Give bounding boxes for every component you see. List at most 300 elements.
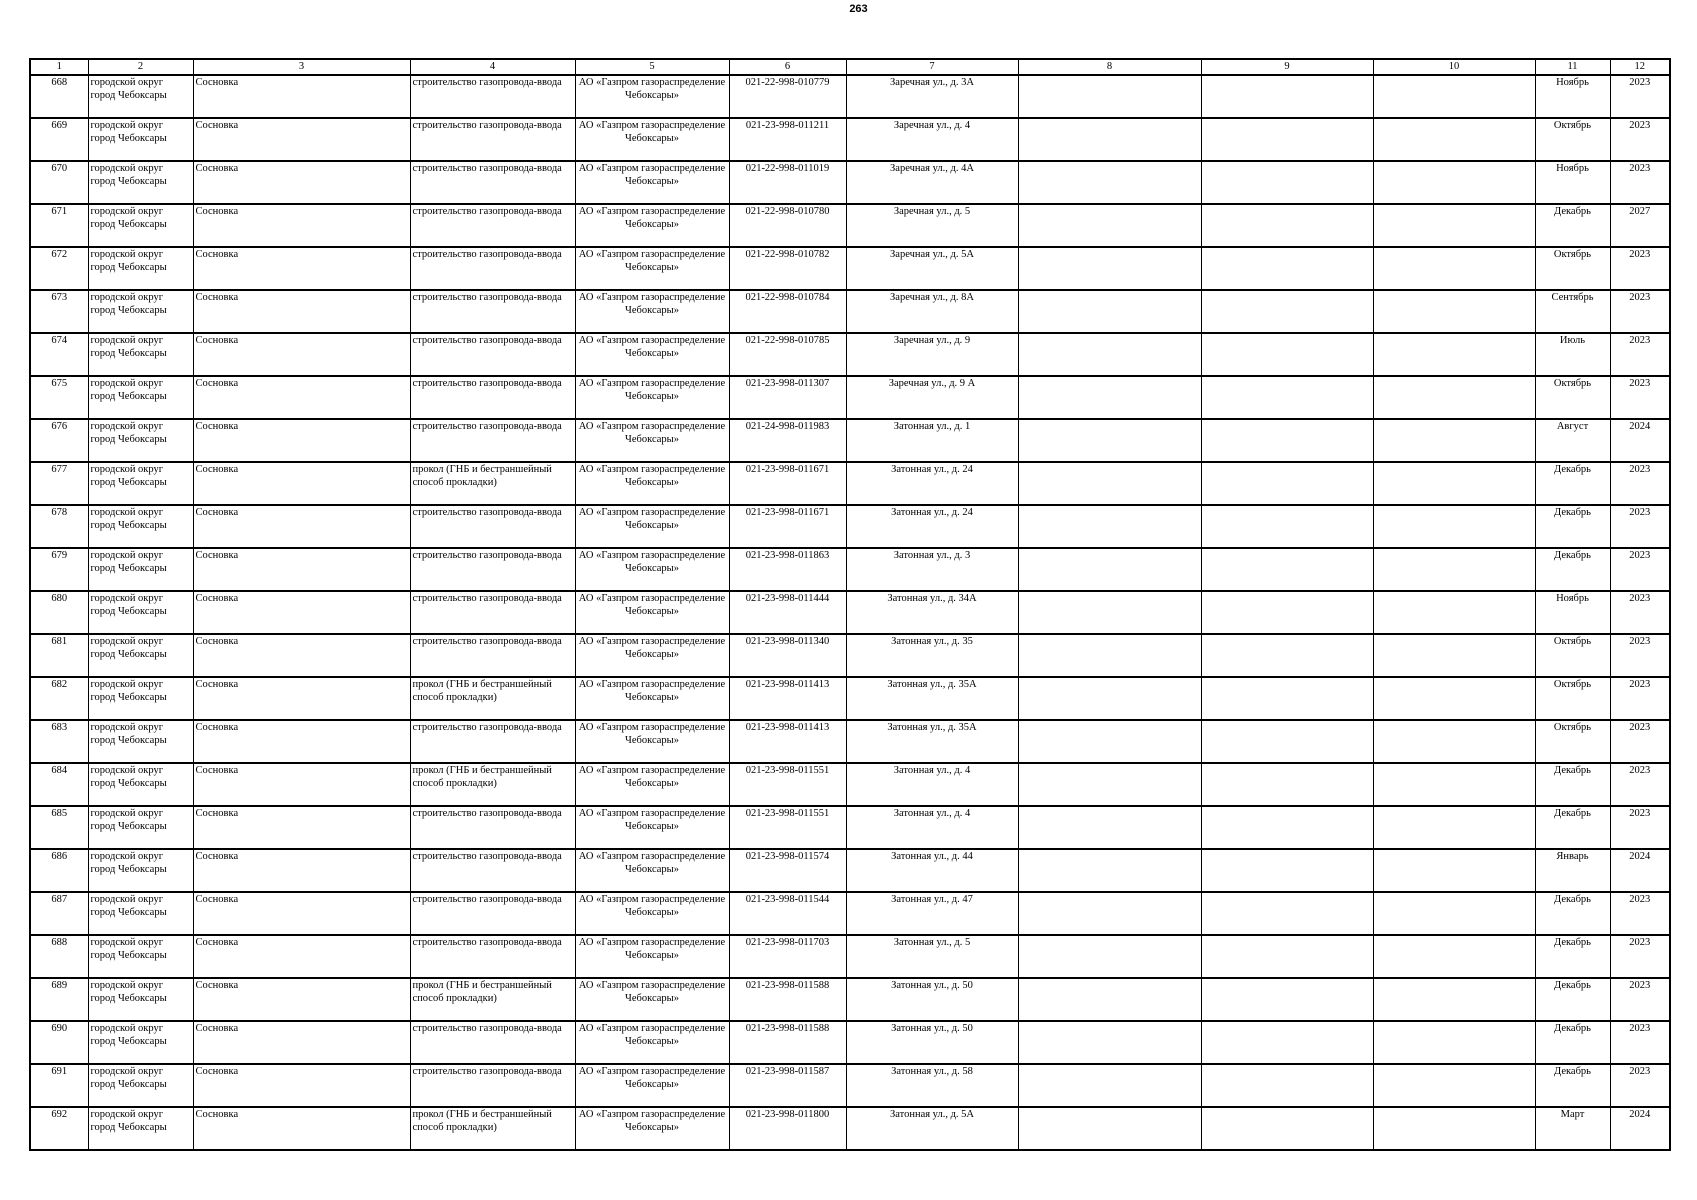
empty-cell [1018, 892, 1201, 935]
work-type-cell: строительство газопровода-ввода [410, 247, 575, 290]
empty-cell [1018, 806, 1201, 849]
work-type-cell: строительство газопровода-ввода [410, 849, 575, 892]
row-number: 675 [30, 376, 88, 419]
table-row [30, 1064, 1670, 1107]
table-row [30, 75, 1670, 118]
work-type-cell: строительство газопровода-ввода [410, 118, 575, 161]
empty-cell [1373, 505, 1535, 548]
locality-cell: Сосновка [193, 419, 410, 462]
district-cell: городской округ город Чебоксары [88, 720, 193, 763]
month-cell: Декабрь [1535, 505, 1610, 548]
object-code-cell: 021-23-998-011544 [729, 892, 846, 935]
empty-cell [1373, 1021, 1535, 1064]
district-cell: городской округ город Чебоксары [88, 849, 193, 892]
empty-cell [1201, 677, 1373, 720]
row-number: 668 [30, 75, 88, 118]
organization-cell: АО «Газпром газораспределение Чебоксары» [575, 204, 729, 247]
object-code-cell: 021-22-998-010782 [729, 247, 846, 290]
month-cell: Декабрь [1535, 892, 1610, 935]
district-cell: городской округ город Чебоксары [88, 419, 193, 462]
locality-cell: Сосновка [193, 763, 410, 806]
organization-cell: АО «Газпром газораспределение Чебоксары» [575, 634, 729, 677]
address-cell: Затонная ул., д. 50 [846, 1021, 1018, 1064]
row-number: 674 [30, 333, 88, 376]
empty-cell [1018, 849, 1201, 892]
empty-cell [1018, 978, 1201, 1021]
row-number: 671 [30, 204, 88, 247]
empty-cell [1373, 1107, 1535, 1150]
empty-cell [1201, 763, 1373, 806]
empty-cell [1373, 677, 1535, 720]
organization-cell: АО «Газпром газораспределение Чебоксары» [575, 677, 729, 720]
empty-cell [1373, 849, 1535, 892]
month-cell: Декабрь [1535, 1064, 1610, 1107]
row-number: 672 [30, 247, 88, 290]
organization-cell: АО «Газпром газораспределение Чебоксары» [575, 548, 729, 591]
month-cell: Август [1535, 419, 1610, 462]
district-cell: городской округ город Чебоксары [88, 1021, 193, 1064]
empty-cell [1373, 591, 1535, 634]
locality-cell: Сосновка [193, 548, 410, 591]
work-type-cell: строительство газопровода-ввода [410, 1021, 575, 1064]
month-cell: Январь [1535, 849, 1610, 892]
empty-cell [1018, 1021, 1201, 1064]
locality-cell: Сосновка [193, 247, 410, 290]
organization-cell: АО «Газпром газораспределение Чебоксары» [575, 892, 729, 935]
address-cell: Заречная ул., д. 8А [846, 290, 1018, 333]
empty-cell [1018, 462, 1201, 505]
organization-cell: АО «Газпром газораспределение Чебоксары» [575, 376, 729, 419]
locality-cell: Сосновка [193, 290, 410, 333]
district-cell: городской округ город Чебоксары [88, 677, 193, 720]
locality-cell: Сосновка [193, 505, 410, 548]
data-table [29, 58, 1671, 1151]
row-number: 678 [30, 505, 88, 548]
organization-cell: АО «Газпром газораспределение Чебоксары» [575, 591, 729, 634]
object-code-cell: 021-23-998-011671 [729, 505, 846, 548]
empty-cell [1018, 677, 1201, 720]
address-cell: Заречная ул., д. 4А [846, 161, 1018, 204]
organization-cell: АО «Газпром газораспределение Чебоксары» [575, 462, 729, 505]
month-cell: Октябрь [1535, 720, 1610, 763]
year-cell: 2023 [1610, 548, 1670, 591]
table-row [30, 376, 1670, 419]
table-row [30, 806, 1670, 849]
table-row [30, 548, 1670, 591]
locality-cell: Сосновка [193, 204, 410, 247]
locality-cell: Сосновка [193, 1064, 410, 1107]
row-number: 691 [30, 1064, 88, 1107]
object-code-cell: 021-23-998-011574 [729, 849, 846, 892]
organization-cell: АО «Газпром газораспределение Чебоксары» [575, 1064, 729, 1107]
organization-cell: АО «Газпром газораспределение Чебоксары» [575, 161, 729, 204]
work-type-cell: строительство газопровода-ввода [410, 204, 575, 247]
district-cell: городской округ город Чебоксары [88, 75, 193, 118]
empty-cell [1201, 720, 1373, 763]
work-type-cell: строительство газопровода-ввода [410, 1064, 575, 1107]
year-cell: 2023 [1610, 333, 1670, 376]
empty-cell [1018, 75, 1201, 118]
empty-cell [1201, 333, 1373, 376]
object-code-cell: 021-23-998-011863 [729, 548, 846, 591]
address-cell: Затонная ул., д. 58 [846, 1064, 1018, 1107]
month-cell: Октябрь [1535, 376, 1610, 419]
address-cell: Затонная ул., д. 5А [846, 1107, 1018, 1150]
district-cell: городской округ город Чебоксары [88, 376, 193, 419]
empty-cell [1373, 462, 1535, 505]
table-row [30, 677, 1670, 720]
district-cell: городской округ город Чебоксары [88, 161, 193, 204]
column-header: 11 [1535, 59, 1610, 75]
address-cell: Заречная ул., д. 9 [846, 333, 1018, 376]
row-number: 682 [30, 677, 88, 720]
object-code-cell: 021-23-998-011800 [729, 1107, 846, 1150]
month-cell: Ноябрь [1535, 75, 1610, 118]
work-type-cell: прокол (ГНБ и бестраншейный способ прокладки) [410, 1107, 575, 1150]
table-row [30, 290, 1670, 333]
locality-cell: Сосновка [193, 376, 410, 419]
locality-cell: Сосновка [193, 978, 410, 1021]
district-cell: городской округ город Чебоксары [88, 290, 193, 333]
work-type-cell: строительство газопровода-ввода [410, 591, 575, 634]
work-type-cell: прокол (ГНБ и бестраншейный способ прокладки) [410, 462, 575, 505]
year-cell: 2023 [1610, 290, 1670, 333]
empty-cell [1373, 892, 1535, 935]
column-header: 9 [1201, 59, 1373, 75]
column-header: 4 [410, 59, 575, 75]
empty-cell [1373, 634, 1535, 677]
address-cell: Заречная ул., д. 5А [846, 247, 1018, 290]
empty-cell [1373, 161, 1535, 204]
table-row [30, 505, 1670, 548]
month-cell: Декабрь [1535, 1021, 1610, 1064]
address-cell: Затонная ул., д. 35 [846, 634, 1018, 677]
empty-cell [1201, 591, 1373, 634]
object-code-cell: 021-23-998-011588 [729, 978, 846, 1021]
object-code-cell: 021-23-998-011211 [729, 118, 846, 161]
row-number: 688 [30, 935, 88, 978]
district-cell: городской округ город Чебоксары [88, 548, 193, 591]
column-header: 6 [729, 59, 846, 75]
object-code-cell: 021-23-998-011671 [729, 462, 846, 505]
row-number: 679 [30, 548, 88, 591]
empty-cell [1018, 333, 1201, 376]
locality-cell: Сосновка [193, 806, 410, 849]
year-cell: 2023 [1610, 935, 1670, 978]
column-header: 12 [1610, 59, 1670, 75]
row-number: 680 [30, 591, 88, 634]
column-header: 2 [88, 59, 193, 75]
empty-cell [1201, 376, 1373, 419]
object-code-cell: 021-23-998-011587 [729, 1064, 846, 1107]
row-number: 670 [30, 161, 88, 204]
row-number: 690 [30, 1021, 88, 1064]
row-number: 687 [30, 892, 88, 935]
empty-cell [1373, 247, 1535, 290]
work-type-cell: прокол (ГНБ и бестраншейный способ прокладки) [410, 763, 575, 806]
object-code-cell: 021-23-998-011444 [729, 591, 846, 634]
year-cell: 2023 [1610, 634, 1670, 677]
empty-cell [1018, 935, 1201, 978]
address-cell: Затонная ул., д. 35А [846, 677, 1018, 720]
organization-cell: АО «Газпром газораспределение Чебоксары» [575, 978, 729, 1021]
year-cell: 2023 [1610, 978, 1670, 1021]
table-row [30, 978, 1670, 1021]
organization-cell: АО «Газпром газораспределение Чебоксары» [575, 935, 729, 978]
empty-cell [1018, 161, 1201, 204]
row-number: 669 [30, 118, 88, 161]
work-type-cell: строительство газопровода-ввода [410, 290, 575, 333]
work-type-cell: строительство газопровода-ввода [410, 505, 575, 548]
object-code-cell: 021-22-998-010780 [729, 204, 846, 247]
district-cell: городской округ город Чебоксары [88, 1064, 193, 1107]
empty-cell [1018, 1064, 1201, 1107]
month-cell: Октябрь [1535, 247, 1610, 290]
row-number: 684 [30, 763, 88, 806]
year-cell: 2023 [1610, 462, 1670, 505]
month-cell: Декабрь [1535, 806, 1610, 849]
empty-cell [1373, 548, 1535, 591]
district-cell: городской округ город Чебоксары [88, 892, 193, 935]
month-cell: Декабрь [1535, 978, 1610, 1021]
address-cell: Затонная ул., д. 35А [846, 720, 1018, 763]
year-cell: 2024 [1610, 419, 1670, 462]
table-row [30, 935, 1670, 978]
address-cell: Заречная ул., д. 5 [846, 204, 1018, 247]
empty-cell [1018, 720, 1201, 763]
month-cell: Июль [1535, 333, 1610, 376]
address-cell: Затонная ул., д. 24 [846, 462, 1018, 505]
year-cell: 2027 [1610, 204, 1670, 247]
locality-cell: Сосновка [193, 333, 410, 376]
column-header: 1 [30, 59, 88, 75]
empty-cell [1018, 634, 1201, 677]
month-cell: Октябрь [1535, 677, 1610, 720]
district-cell: городской округ город Чебоксары [88, 204, 193, 247]
month-cell: Март [1535, 1107, 1610, 1150]
year-cell: 2023 [1610, 118, 1670, 161]
address-cell: Затонная ул., д. 24 [846, 505, 1018, 548]
year-cell: 2023 [1610, 720, 1670, 763]
empty-cell [1201, 462, 1373, 505]
work-type-cell: строительство газопровода-ввода [410, 376, 575, 419]
empty-cell [1201, 849, 1373, 892]
table-row [30, 892, 1670, 935]
district-cell: городской округ город Чебоксары [88, 118, 193, 161]
table-row [30, 118, 1670, 161]
empty-cell [1373, 376, 1535, 419]
address-cell: Затонная ул., д. 50 [846, 978, 1018, 1021]
year-cell: 2023 [1610, 505, 1670, 548]
row-number: 681 [30, 634, 88, 677]
address-cell: Затонная ул., д. 3 [846, 548, 1018, 591]
empty-cell [1201, 978, 1373, 1021]
locality-cell: Сосновка [193, 935, 410, 978]
work-type-cell: строительство газопровода-ввода [410, 75, 575, 118]
table-row [30, 419, 1670, 462]
organization-cell: АО «Газпром газораспределение Чебоксары» [575, 1021, 729, 1064]
empty-cell [1201, 634, 1373, 677]
table-row [30, 720, 1670, 763]
work-type-cell: строительство газопровода-ввода [410, 935, 575, 978]
table-row [30, 204, 1670, 247]
address-cell: Заречная ул., д. 3А [846, 75, 1018, 118]
locality-cell: Сосновка [193, 1107, 410, 1150]
empty-cell [1201, 892, 1373, 935]
month-cell: Декабрь [1535, 763, 1610, 806]
empty-cell [1201, 1107, 1373, 1150]
organization-cell: АО «Газпром газораспределение Чебоксары» [575, 849, 729, 892]
month-cell: Ноябрь [1535, 161, 1610, 204]
year-cell: 2024 [1610, 1107, 1670, 1150]
row-number: 689 [30, 978, 88, 1021]
work-type-cell: строительство газопровода-ввода [410, 333, 575, 376]
district-cell: городской округ город Чебоксары [88, 935, 193, 978]
year-cell: 2023 [1610, 892, 1670, 935]
month-cell: Декабрь [1535, 935, 1610, 978]
empty-cell [1373, 419, 1535, 462]
empty-cell [1018, 204, 1201, 247]
empty-cell [1018, 247, 1201, 290]
district-cell: городской округ город Чебоксары [88, 505, 193, 548]
month-cell: Октябрь [1535, 634, 1610, 677]
district-cell: городской округ город Чебоксары [88, 978, 193, 1021]
table-row [30, 1107, 1670, 1150]
year-cell: 2023 [1610, 161, 1670, 204]
empty-cell [1018, 419, 1201, 462]
year-cell: 2023 [1610, 1021, 1670, 1064]
locality-cell: Сосновка [193, 1021, 410, 1064]
table-row [30, 333, 1670, 376]
month-cell: Декабрь [1535, 204, 1610, 247]
address-cell: Заречная ул., д. 4 [846, 118, 1018, 161]
district-cell: городской округ город Чебоксары [88, 634, 193, 677]
locality-cell: Сосновка [193, 677, 410, 720]
object-code-cell: 021-23-998-011307 [729, 376, 846, 419]
district-cell: городской округ город Чебоксары [88, 333, 193, 376]
empty-cell [1373, 118, 1535, 161]
address-cell: Затонная ул., д. 5 [846, 935, 1018, 978]
district-cell: городской округ город Чебоксары [88, 1107, 193, 1150]
year-cell: 2023 [1610, 806, 1670, 849]
column-header: 3 [193, 59, 410, 75]
object-code-cell: 021-23-998-011588 [729, 1021, 846, 1064]
empty-cell [1373, 75, 1535, 118]
work-type-cell: прокол (ГНБ и бестраншейный способ прокладки) [410, 978, 575, 1021]
object-code-cell: 021-23-998-011340 [729, 634, 846, 677]
locality-cell: Сосновка [193, 161, 410, 204]
object-code-cell: 021-23-998-011413 [729, 720, 846, 763]
column-header: 8 [1018, 59, 1201, 75]
empty-cell [1201, 161, 1373, 204]
empty-cell [1373, 978, 1535, 1021]
empty-cell [1373, 763, 1535, 806]
work-type-cell: строительство газопровода-ввода [410, 548, 575, 591]
organization-cell: АО «Газпром газораспределение Чебоксары» [575, 118, 729, 161]
address-cell: Затонная ул., д. 47 [846, 892, 1018, 935]
object-code-cell: 021-22-998-011019 [729, 161, 846, 204]
empty-cell [1201, 290, 1373, 333]
row-number: 677 [30, 462, 88, 505]
address-cell: Затонная ул., д. 34А [846, 591, 1018, 634]
object-code-cell: 021-23-998-011703 [729, 935, 846, 978]
empty-cell [1373, 204, 1535, 247]
organization-cell: АО «Газпром газораспределение Чебоксары» [575, 763, 729, 806]
organization-cell: АО «Газпром газораспределение Чебоксары» [575, 1107, 729, 1150]
organization-cell: АО «Газпром газораспределение Чебоксары» [575, 75, 729, 118]
year-cell: 2023 [1610, 376, 1670, 419]
empty-cell [1018, 376, 1201, 419]
district-cell: городской округ город Чебоксары [88, 247, 193, 290]
row-number: 686 [30, 849, 88, 892]
column-header-row [30, 59, 1670, 75]
work-type-cell: строительство газопровода-ввода [410, 419, 575, 462]
object-code-cell: 021-23-998-011551 [729, 806, 846, 849]
empty-cell [1201, 935, 1373, 978]
year-cell: 2023 [1610, 75, 1670, 118]
empty-cell [1018, 118, 1201, 161]
empty-cell [1018, 290, 1201, 333]
month-cell: Декабрь [1535, 462, 1610, 505]
empty-cell [1201, 118, 1373, 161]
table-row [30, 161, 1670, 204]
column-header: 7 [846, 59, 1018, 75]
locality-cell: Сосновка [193, 849, 410, 892]
object-code-cell: 021-22-998-010784 [729, 290, 846, 333]
empty-cell [1201, 806, 1373, 849]
work-type-cell: строительство газопровода-ввода [410, 161, 575, 204]
empty-cell [1201, 204, 1373, 247]
empty-cell [1018, 505, 1201, 548]
locality-cell: Сосновка [193, 720, 410, 763]
locality-cell: Сосновка [193, 462, 410, 505]
address-cell: Затонная ул., д. 4 [846, 806, 1018, 849]
empty-cell [1201, 75, 1373, 118]
table-row [30, 462, 1670, 505]
organization-cell: АО «Газпром газораспределение Чебоксары» [575, 720, 729, 763]
month-cell: Сентябрь [1535, 290, 1610, 333]
column-header: 10 [1373, 59, 1535, 75]
work-type-cell: строительство газопровода-ввода [410, 634, 575, 677]
object-code-cell: 021-22-998-010779 [729, 75, 846, 118]
locality-cell: Сосновка [193, 634, 410, 677]
table-row [30, 849, 1670, 892]
empty-cell [1373, 720, 1535, 763]
district-cell: городской округ город Чебоксары [88, 591, 193, 634]
year-cell: 2023 [1610, 247, 1670, 290]
table-row [30, 763, 1670, 806]
object-code-cell: 021-23-998-011413 [729, 677, 846, 720]
district-cell: городской округ город Чебоксары [88, 763, 193, 806]
row-number: 676 [30, 419, 88, 462]
empty-cell [1373, 935, 1535, 978]
empty-cell [1201, 505, 1373, 548]
year-cell: 2023 [1610, 677, 1670, 720]
year-cell: 2023 [1610, 1064, 1670, 1107]
empty-cell [1201, 247, 1373, 290]
organization-cell: АО «Газпром газораспределение Чебоксары» [575, 806, 729, 849]
work-type-cell: строительство газопровода-ввода [410, 720, 575, 763]
organization-cell: АО «Газпром газораспределение Чебоксары» [575, 505, 729, 548]
empty-cell [1373, 1064, 1535, 1107]
locality-cell: Сосновка [193, 118, 410, 161]
locality-cell: Сосновка [193, 892, 410, 935]
year-cell: 2023 [1610, 591, 1670, 634]
row-number: 673 [30, 290, 88, 333]
work-type-cell: прокол (ГНБ и бестраншейный способ прокладки) [410, 677, 575, 720]
organization-cell: АО «Газпром газораспределение Чебоксары» [575, 247, 729, 290]
empty-cell [1373, 806, 1535, 849]
